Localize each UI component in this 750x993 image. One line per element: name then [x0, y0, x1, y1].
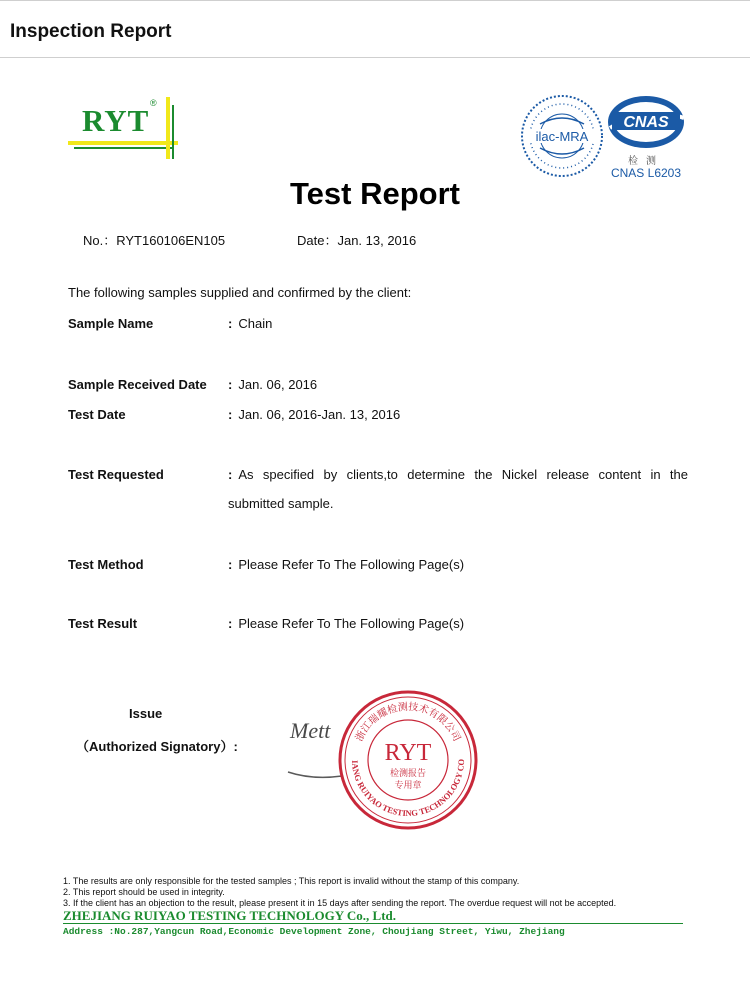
footer-note-3: 3. If the client has an objection to the result, please present it in 15 days after sending the report. The overdue request will not be accepted. — [63, 898, 617, 908]
report-date: Date：Jan. 13, 2016 — [297, 233, 417, 248]
test-date-label: Test Date — [68, 407, 126, 422]
top-bar — [0, 0, 750, 58]
cnas-sub-text: 检测 — [628, 156, 664, 167]
test-method-value: : Please Refer To The Following Page(s) — [228, 557, 465, 572]
stamp-ring-en: IANG RUIYAO TESTING TECHNOLOGY CO — [349, 758, 467, 819]
footer-divider — [63, 923, 683, 924]
sample-name-label: Sample Name — [68, 316, 154, 331]
logo-green-vbar — [172, 105, 174, 159]
received-date-value: : Jan. 06, 2016 — [228, 377, 318, 392]
stamp-center-text: RYT — [384, 740, 432, 766]
cnas-icon — [606, 94, 686, 152]
cnas-code: CNAS L6203 — [610, 166, 682, 180]
stamp-inner-line-1: 检测报告 — [389, 769, 427, 779]
page-title: Inspection Report — [10, 21, 172, 42]
stamp-inner-line-2: 专用章 — [394, 781, 422, 791]
issue-label: Issue — [129, 706, 163, 721]
registered-mark: ® — [150, 98, 157, 108]
footer-note-2: 2. This report should be used in integrity. — [63, 887, 225, 897]
report-title: Test Report — [290, 176, 460, 211]
ilac-mra-icon — [520, 94, 604, 178]
test-requested-value: : As specified by clients,to determine the Nickel release content in the submitted sample. — [228, 467, 688, 511]
company-stamp — [336, 688, 480, 832]
ryt-logo — [68, 97, 180, 163]
test-method-label: Test Method — [68, 557, 144, 572]
footer-note-1: 1. The results are only responsible for the tested samples ; This report is invalid without the stamp of this company. — [63, 876, 520, 886]
intro-text: The following samples supplied and confirmed by the client: — [68, 285, 412, 300]
seal-icon — [336, 688, 480, 832]
stamp-ring-cn: 浙江瑞耀检测技术有限公司 — [353, 701, 463, 744]
logo-green-bar — [74, 147, 174, 149]
logo-yellow-bar — [68, 141, 178, 145]
report-number: No.：RYT160106EN105 — [83, 233, 226, 248]
test-result-value: : Please Refer To The Following Page(s) — [228, 616, 465, 631]
test-date-value: : Jan. 06, 2016-Jan. 13, 2016 — [228, 407, 401, 422]
cnas-logo — [606, 94, 686, 182]
footer-notes — [63, 876, 616, 909]
cnas-logo-text: CNAS — [623, 114, 669, 131]
test-result-label: Test Result — [68, 616, 138, 631]
company-name: ZHEJIANG RUIYAO TESTING TECHNOLOGY Co., Ltd. — [63, 908, 397, 923]
received-date-label: Sample Received Date — [68, 377, 207, 392]
signature-text: Mett — [290, 718, 331, 743]
company-address: Address :No.287,Yangcun Road,Economic Development Zone, Choujiang Street, Yiwu, Zhejiang — [63, 926, 565, 937]
ilac-mra-logo — [520, 94, 604, 178]
logo-yellow-vbar — [166, 97, 170, 159]
sample-name-value: : Chain — [228, 316, 273, 331]
test-requested-label: Test Requested — [68, 467, 164, 482]
ilac-logo-text: ilac-MRA — [535, 129, 589, 144]
signatory-label: （Authorized Signatory）: — [76, 739, 238, 754]
logo-text: RYT — [82, 103, 150, 138]
